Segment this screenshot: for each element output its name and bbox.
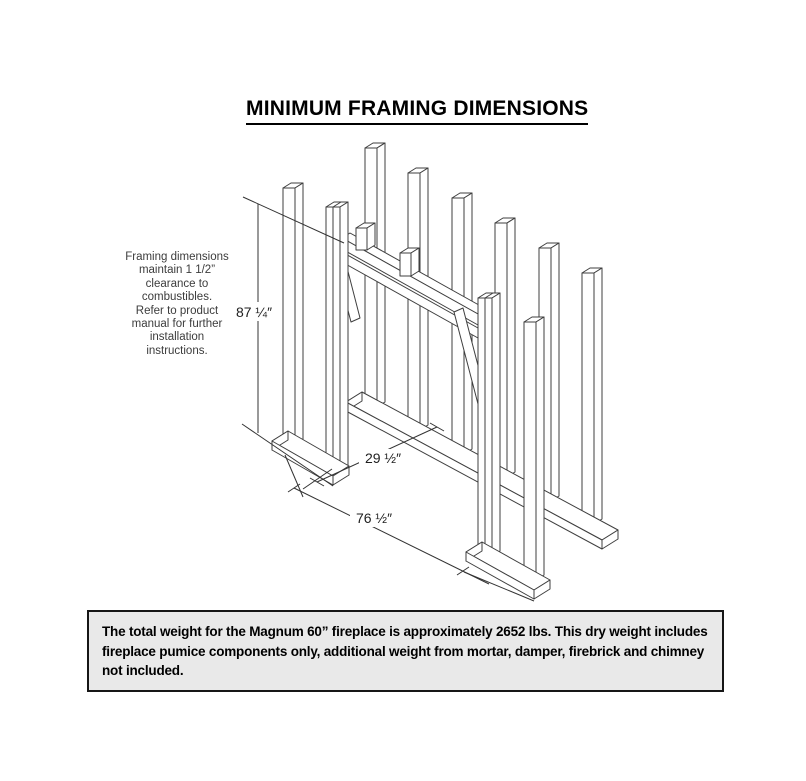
- depth-dimension-label: 29 ½″: [364, 450, 402, 466]
- tick-mark: [288, 484, 300, 492]
- width-dimension-label: 76 ½″: [355, 510, 393, 526]
- framing-note-line: Framing dimensions: [125, 251, 229, 263]
- framing-note-line: Refer to product: [135, 304, 219, 317]
- page-title: MINIMUM FRAMING DIMENSIONS: [246, 97, 588, 125]
- framing-note-line: installation: [149, 331, 205, 344]
- height-dimension-label: 87 ¼″: [235, 304, 273, 320]
- framing-note-line: clearance to: [145, 277, 209, 290]
- weight-notice-text: The total weight for the Magnum 60” fireplace is approximately 2652 lbs. This dry weight includes fireplace pumice components only, additional weight from mortar, damper, firebrick and chimney not included.: [102, 624, 708, 678]
- weight-notice-box: [87, 610, 724, 692]
- framing-note-line: maintain 1 1/2”: [138, 264, 216, 277]
- framing-note-line: instructions.: [146, 344, 208, 357]
- width-dimension-line: [294, 488, 489, 584]
- framing-note-line: combustibles.: [141, 291, 213, 304]
- framing-drawing: [272, 143, 618, 599]
- framing-note-line: manual for further: [131, 318, 223, 331]
